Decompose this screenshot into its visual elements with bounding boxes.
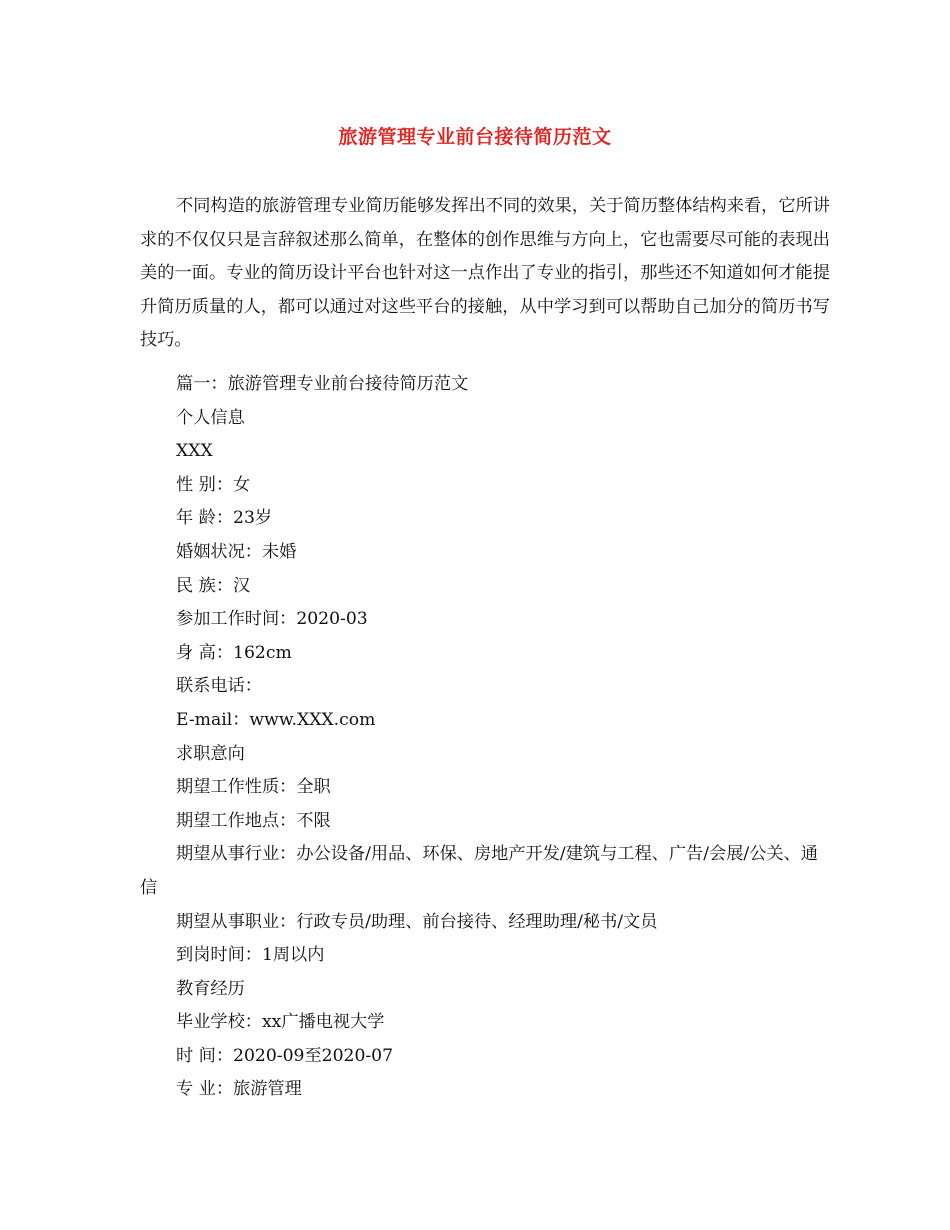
marital-status-line: 婚姻状况：未婚: [176, 541, 297, 562]
job-location-line: 期望工作地点：不限: [176, 810, 331, 831]
section-heading-resume-sample: 篇一：旅游管理专业前台接待简历范文: [176, 374, 469, 394]
section-heading-job-intention: 求职意向: [176, 743, 245, 764]
section-heading-personal-info: 个人信息: [176, 407, 245, 428]
availability-line: 到岗时间：1周以内: [176, 945, 325, 966]
school-line: 毕业学校：xx广播电视大学: [176, 1012, 385, 1033]
name-value: XXX: [176, 441, 213, 462]
ethnicity-line: 民 族：汉: [176, 575, 251, 596]
age-line: 年 龄：23岁: [176, 508, 273, 529]
job-type-line: 期望工作性质：全职: [176, 777, 331, 798]
industry-line: 期望从事行业：办公设备/用品、环保、房地产开发/建筑与工程、广告/会展/公关、通信: [140, 844, 818, 898]
major-line: 专 业：旅游管理: [176, 1079, 302, 1100]
resume-body: [140, 368, 830, 1107]
gender-line: 性 别：女: [176, 474, 251, 495]
height-line: 身 高：162cm: [176, 642, 292, 663]
section-heading-education: 教育经历: [176, 978, 245, 999]
position-line: 期望从事职业：行政专员/助理、前台接待、经理助理/秘书/文员: [176, 911, 658, 932]
phone-line: 联系电话：: [176, 676, 262, 697]
study-period-line: 时 间：2020-09至2020-07: [176, 1045, 394, 1066]
email-line: E-mail：www.XXX.com: [176, 709, 376, 730]
intro-paragraph: 不同构造的旅游管理专业简历能够发挥出不同的效果，关于简历整体结构来看，它所讲求的不仅仅只是言辞叙述那么简单，在整体的创作思维与方向上，它也需要尽可能的表现出美的一面。专业的简历设计平台也针对这一点作出了专业的指引，那些还不知道如何才能提升简历质量的人，都可以通过对这些平台的接触，从中学习到可以帮助自己加分的简历书写技巧。: [140, 196, 830, 351]
work-start-line: 参加工作时间：2020-03: [176, 609, 368, 630]
document-title: 旅游管理专业前台接待简历范文: [338, 126, 612, 148]
